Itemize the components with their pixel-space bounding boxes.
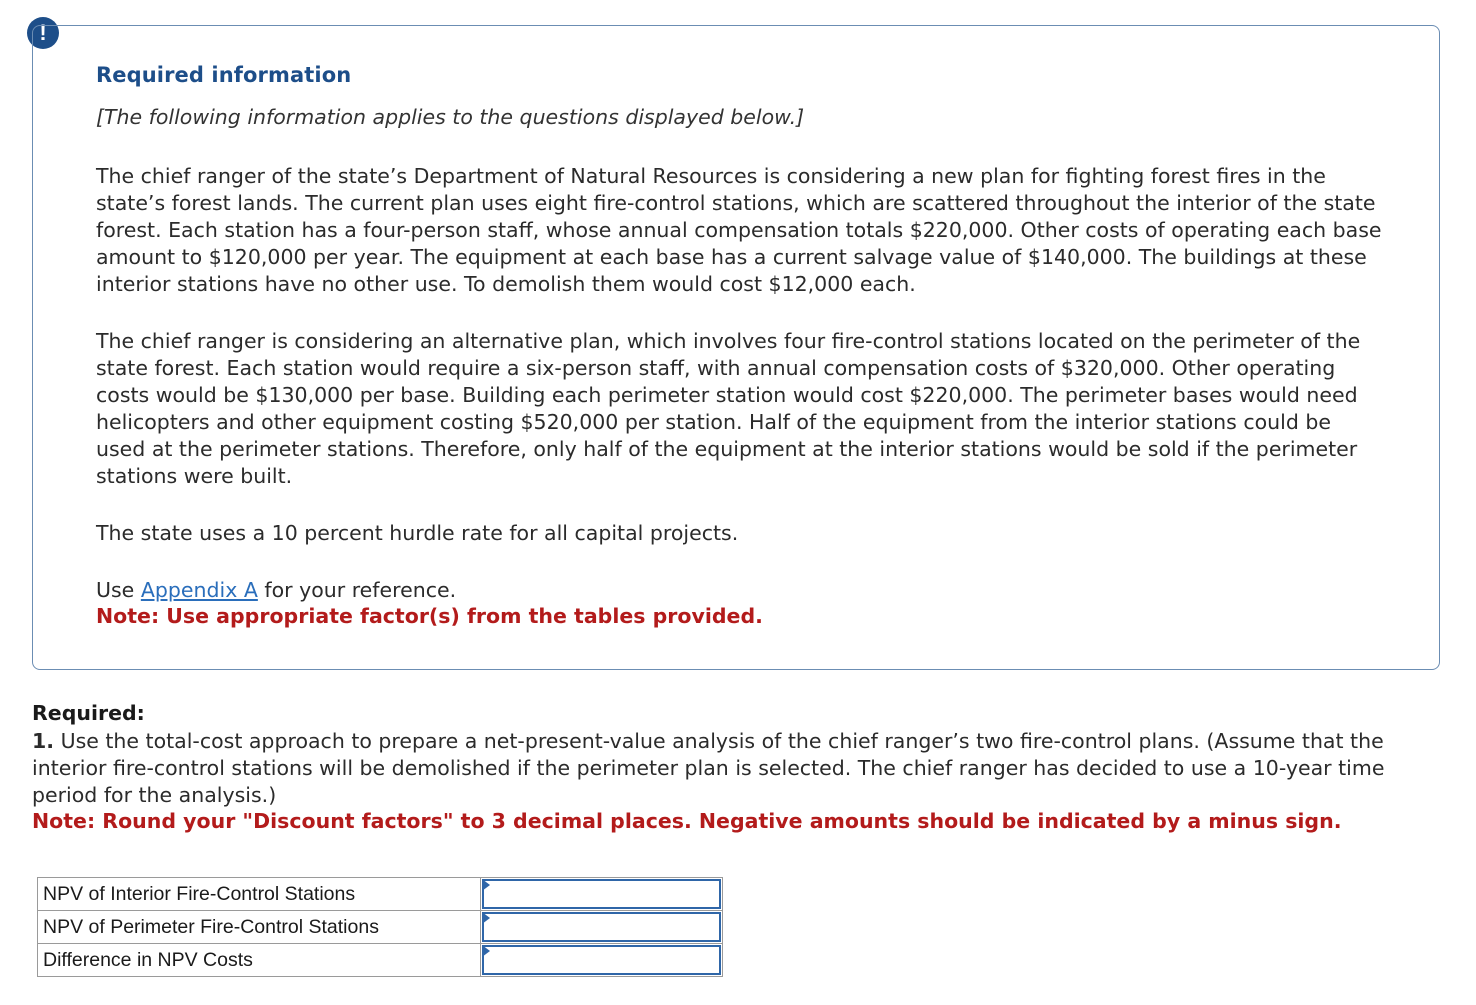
npv-answer-table <box>37 877 723 977</box>
scenario-paragraph-hurdle-rate: The state uses a 10 percent hurdle rate for all capital projects. <box>96 521 739 545</box>
info-title: Required information <box>96 63 352 87</box>
required-heading: Required: <box>32 701 145 725</box>
table-row <box>38 878 723 911</box>
reference-line <box>96 577 1386 604</box>
table-row <box>38 911 723 944</box>
info-subtitle: [The following information applies to the questions displayed below.] <box>96 105 805 129</box>
reference-suffix: for your reference. <box>257 578 457 602</box>
answer-input-frame <box>482 912 721 942</box>
row-label-perimeter-npv: NPV of Perimeter Fire-Control Stations <box>38 911 481 944</box>
question-1 <box>32 728 1432 809</box>
alert-icon: ! <box>27 17 59 49</box>
factor-note: Note: Use appropriate factor(s) from the tables provided. <box>96 604 763 628</box>
row-label-interior-npv: NPV of Interior Fire-Control Stations <box>38 878 481 911</box>
answer-input-frame <box>482 879 721 909</box>
npv-difference-input[interactable] <box>484 947 719 973</box>
question-text: Use the total-cost approach to prepare a net-present-value analysis of the chief ranger’s two fire-control plans. (Assume that the interior fire-control stations will be demolished if the perimeter plan is selected. The chief ranger has decided to use a 10-year time period for the analysis.) <box>32 729 1385 807</box>
npv-interior-input[interactable] <box>484 881 719 907</box>
table-row <box>38 944 723 977</box>
answer-cell <box>481 911 723 944</box>
answer-cell <box>481 878 723 911</box>
question-number: 1. <box>32 729 55 753</box>
scenario-paragraph-alternative-plan: The chief ranger is considering an alternative plan, which involves four fire-control stations located on the perimeter of the state forest. Each station would require a six-person staff, with annual compensation costs of $320,000. Other operating costs would be $130,000 per base. Building each perimeter station would cost $220,000. The perimeter bases would need helicopters and other equipment costing $520,000 per station. Half of the equipment from the interior stations could be used at the perimeter stations. Therefore, only half of the equipment at the interior stations would be sold if the perimeter stations were built. <box>96 329 1361 488</box>
appendix-a-link[interactable]: Appendix A <box>140 578 258 602</box>
rounding-note: Note: Round your "Discount factors" to 3 decimal places. Negative amounts should be indicated by a minus sign. <box>32 809 1342 833</box>
reference-prefix: Use <box>96 578 141 602</box>
scenario-paragraph-current-plan: The chief ranger of the state’s Department of Natural Resources is considering a new plan for fighting forest fires in the state’s forest lands. The current plan uses eight fire-control stations, which are scattered throughout the interior of the state forest. Each station has a four-person staff, whose annual compensation totals $220,000. Other costs of operating each base amount to $120,000 per year. The equipment at each base has a current salvage value of $140,000. The buildings at these interior stations have no other use. To demolish them would cost $12,000 each. <box>96 164 1382 296</box>
triangle-marker-icon <box>482 879 490 891</box>
triangle-marker-icon <box>482 912 490 924</box>
triangle-marker-icon <box>482 945 490 957</box>
npv-perimeter-input[interactable] <box>484 914 719 940</box>
row-label-npv-difference: Difference in NPV Costs <box>38 944 481 977</box>
answer-cell <box>481 944 723 977</box>
answer-input-frame <box>482 945 721 975</box>
